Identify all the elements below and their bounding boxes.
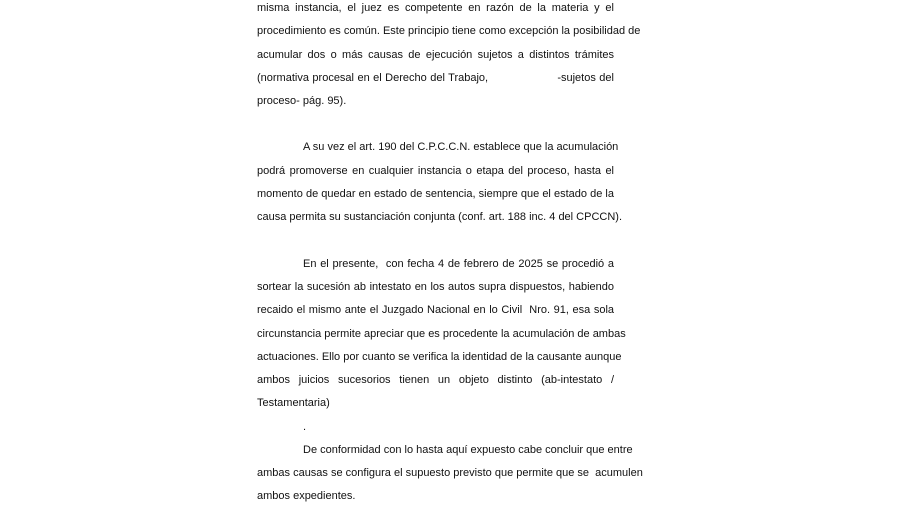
text-line: De conformidad con lo hasta aquí expuesto cabe concluir que entre: [303, 444, 633, 456]
text-line: ambos expedientes.: [257, 490, 356, 502]
text-line: En el presente, con fecha 4 de febrero de 2025 se procedió a: [303, 258, 614, 270]
text-line: acumular dos o más causas de ejecución sujetos a distintos trámites: [257, 49, 614, 61]
text-line: A su vez el art. 190 del C.P.C.C.N. establece que la acumulación: [303, 141, 619, 153]
text-line: circunstancia permite apreciar que es procedente la acumulación de ambas: [257, 328, 626, 340]
text-line: misma instancia, el juez es competente en razón de la materia y el: [257, 2, 614, 14]
separator-dot: .: [303, 421, 307, 433]
text-line: causa permita su sustanciación conjunta (conf. art. 188 inc. 4 del CPCCN).: [257, 211, 623, 223]
text-line: proceso- pág. 95).: [257, 95, 347, 107]
text-line: ambos juicios sucesorios tienen un objeto distinto (ab-intestato /: [257, 374, 614, 386]
text-line: momento de quedar en estado de sentencia, siempre que el estado de la: [257, 188, 614, 200]
text-line: Testamentaria): [257, 397, 330, 409]
text-line: ambas causas se configura el supuesto previsto que permite que se acumulen: [257, 467, 643, 479]
text-line: sortear la sucesión ab intestato en los autos supra dispuestos, habiendo: [257, 281, 614, 293]
text-line: actuaciones. Ello por cuanto se verifica la identidad de la causante aunque: [257, 351, 622, 363]
text-line: procedimiento es común. Este principio tiene como excepción la posibilidad de: [257, 25, 641, 37]
text-line: podrá promoverse en cualquier instancia o etapa del proceso, hasta el: [257, 165, 614, 177]
text-line: recaido el mismo ante el Juzgado Nacional en lo Civil Nro. 91, esa sola: [257, 304, 614, 316]
text-line: (normativa procesal en el Derecho del Trabajo, -sujetos del: [257, 72, 614, 84]
